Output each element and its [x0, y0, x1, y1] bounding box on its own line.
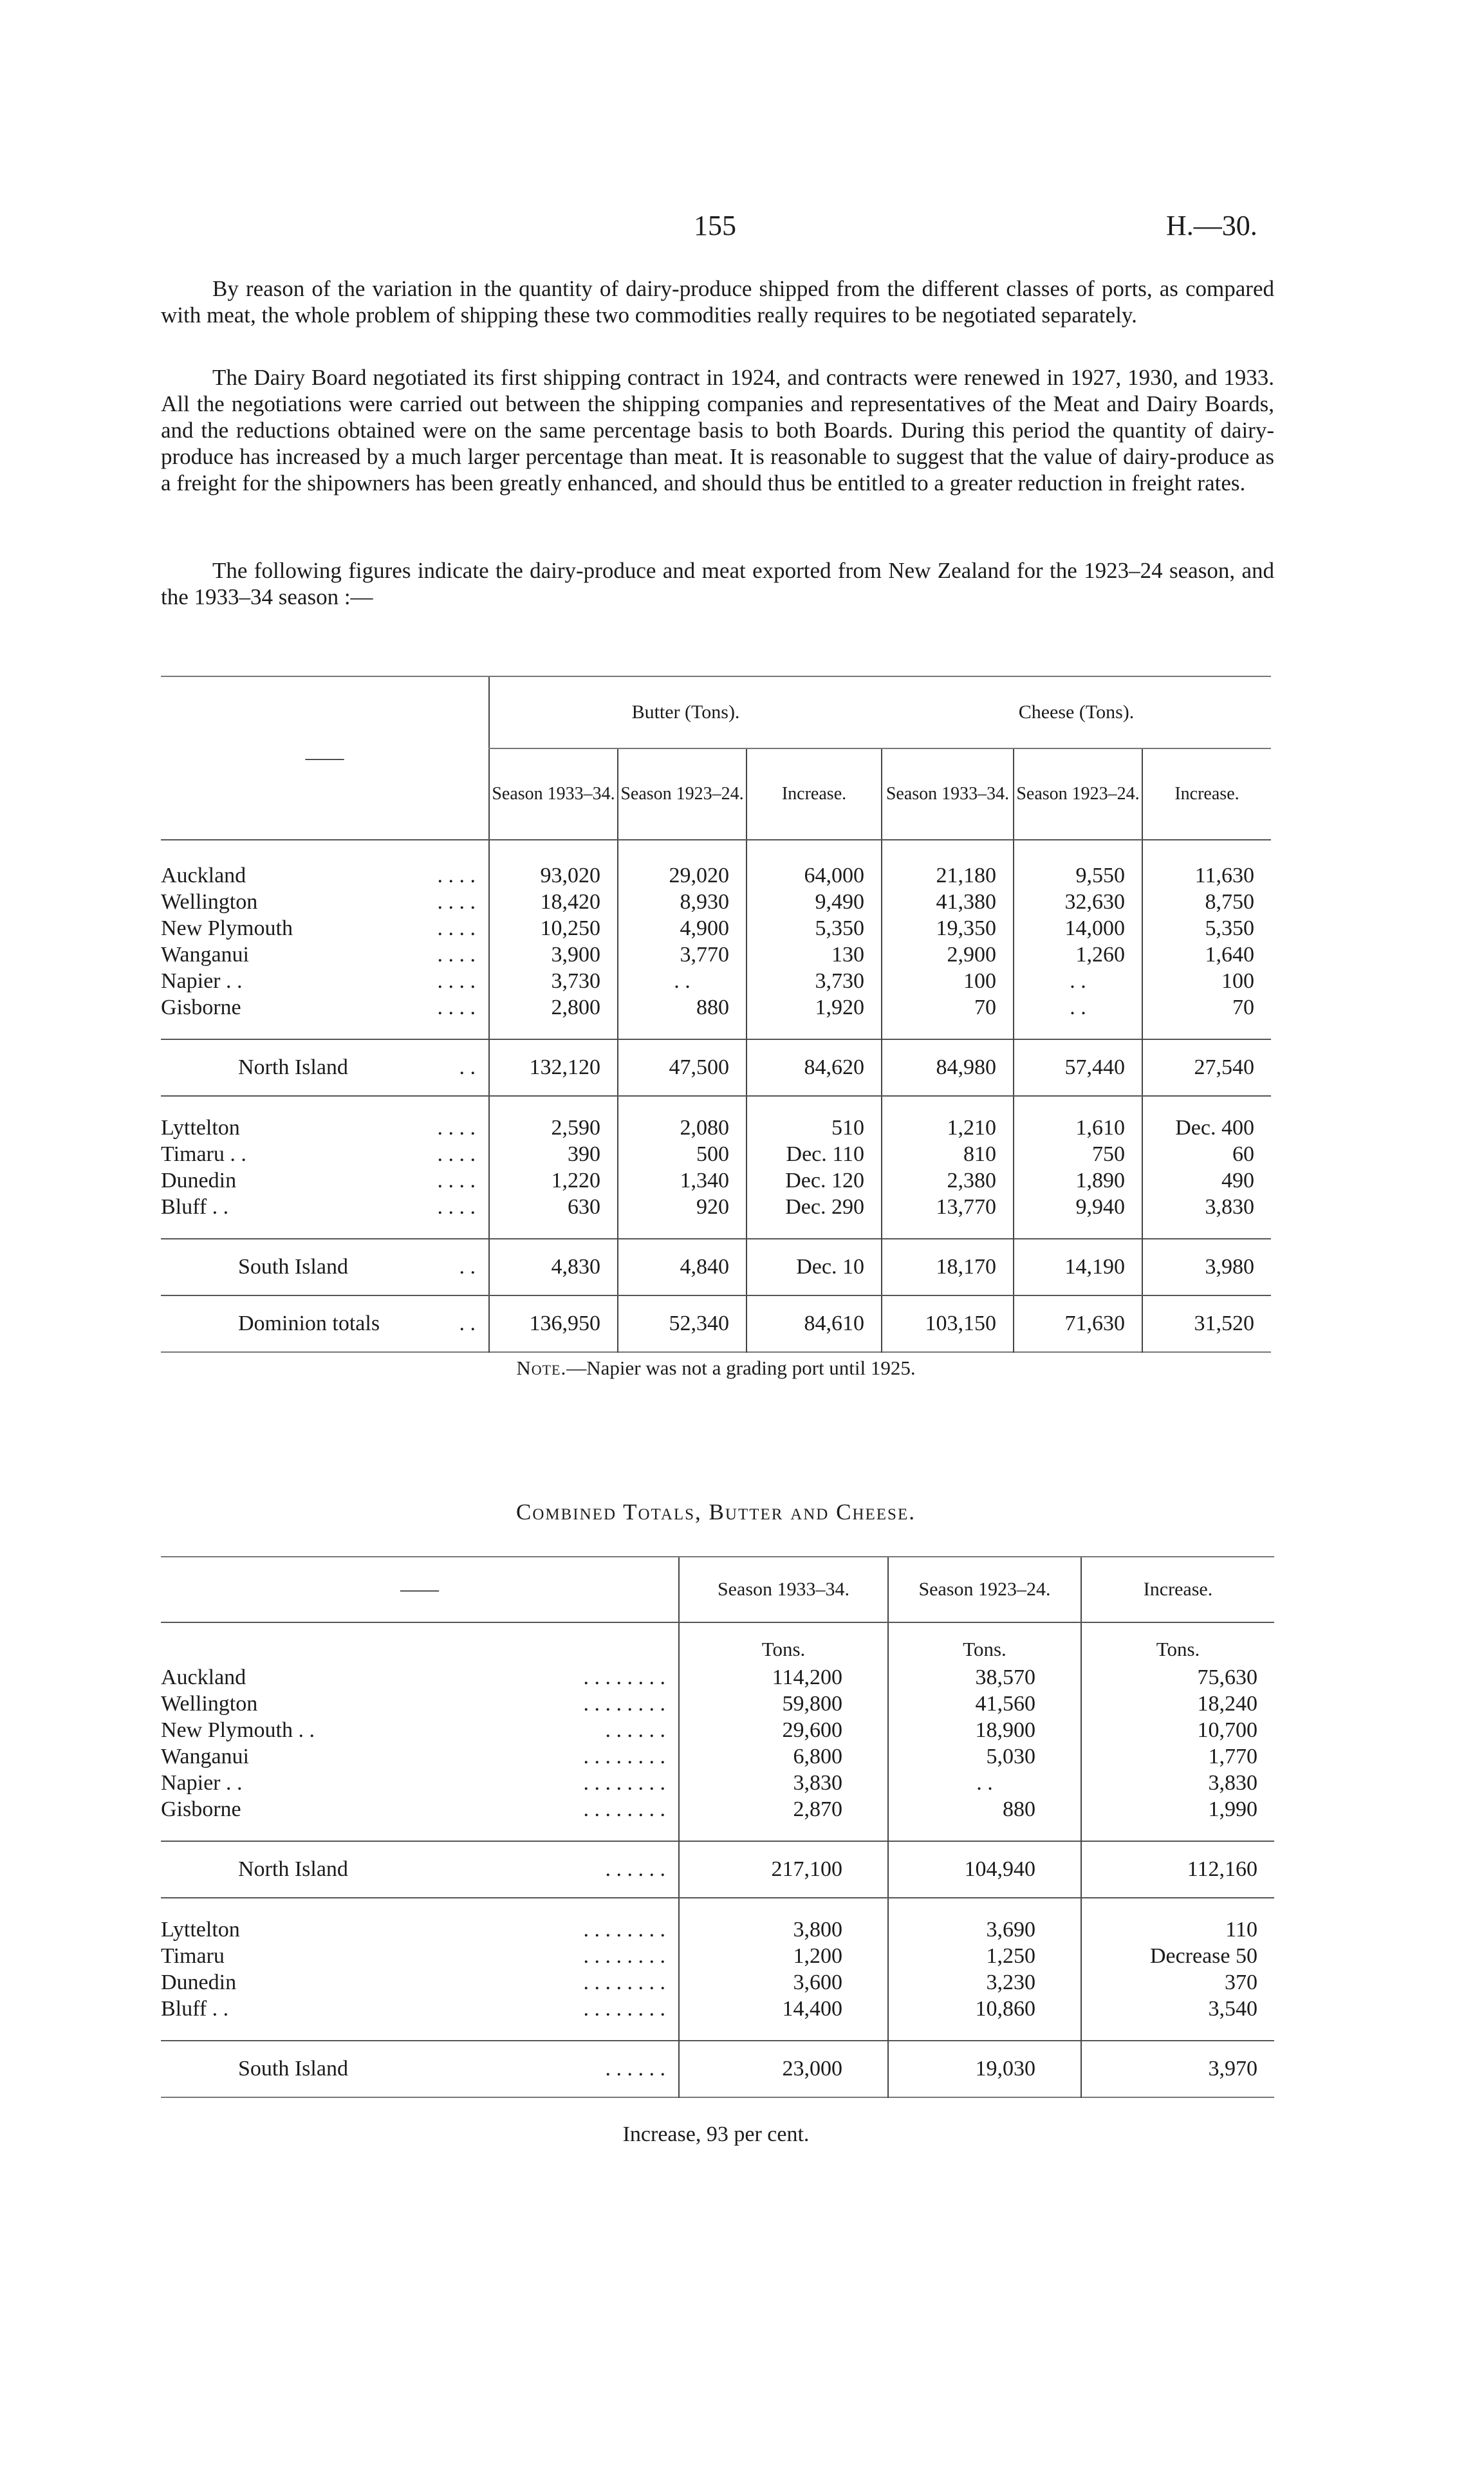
combined-totals-title: Combined Totals, Butter and Cheese. [516, 1499, 916, 1525]
season-1923-header: Season 1923–24. [888, 1557, 1081, 1622]
cheese-season-1923-header: Season 1923–24. [1014, 748, 1142, 840]
table-row: Bluff . . . . . . 630 920 Dec. 290 13,770 9,940 3,830 [161, 1194, 1271, 1220]
table-row: Auckland . . . . . . . . 114,200 38,570 75,630 [161, 1664, 1274, 1691]
butter-cheese-table [161, 676, 1271, 1353]
paragraph-figures: The following figures indicate the dairy-produce and meat exported from New Zealand for the 1923–24 season, and the 1933–34 season :— [161, 558, 1274, 609]
port-name: Lyttelton [161, 1116, 240, 1140]
napier-note [161, 1357, 1271, 1380]
port-name: Timaru . . [161, 1142, 246, 1166]
port-name: Timaru [161, 1944, 225, 1968]
table-row: New Plymouth . . . . . . . . 29,600 18,900 10,700 [161, 1717, 1274, 1743]
unit-label: Tons. [1081, 1622, 1274, 1664]
north-island-total-row: North Island . . 132,120 47,500 84,620 84,980 57,440 27,540 [161, 1039, 1271, 1096]
table-row: New Plymouth . . . . 10,250 4,900 5,350 19,350 14,000 5,350 [161, 915, 1271, 942]
table-row: Napier . . . . . . . . . . 3,830 . . 3,830 [161, 1770, 1274, 1796]
port-name: Dunedin [161, 1971, 237, 1994]
season-1933-header: Season 1933–34. [679, 1557, 888, 1622]
port-name: Lyttelton [161, 1918, 240, 1942]
port-name: Wanganui [161, 943, 249, 967]
table-row: Auckland . . . . 93,020 29,020 64,000 21,180 9,550 11,630 [161, 862, 1271, 889]
increase-header: Increase. [1081, 1557, 1274, 1622]
note-lead: Note. [516, 1357, 567, 1379]
table-row: Wanganui . . . . . . . . 6,800 5,030 1,770 [161, 1743, 1274, 1770]
port-name: Gisborne [161, 1797, 241, 1821]
port-name: Wellington [161, 1692, 258, 1716]
port-name: New Plymouth [161, 916, 293, 940]
south-island-total-row: South Island . . . . . . 23,000 19,030 3,970 [161, 2041, 1274, 2097]
butter-increase-header: Increase. [747, 748, 882, 840]
combined-totals-table [161, 1556, 1274, 2098]
butter-season-1933-header: Season 1933–34. [489, 748, 618, 840]
table-row: Wellington . . . . 18,420 8,930 9,490 41,380 32,630 8,750 [161, 889, 1271, 915]
table-row: Lyttelton . . . . 2,590 2,080 510 1,210 1,610 Dec. 400 [161, 1115, 1271, 1141]
paragraph-negotiations: The Dairy Board negotiated its first shipping contract in 1924, and contracts were renewed in 1927, 1930, and 1933. All the negotiations were carried out between the shipping companies and representatives of the Meat and Dairy Boards, and the reductions obtained were on the same percentage basis to both Boards. During this period the quantity of dairy-produce has increased by a much larger percentage than meat. It is reasonable to suggest that the value of dairy-produce as a freight for the shipowners has been greatly enhanced, and should thus be entitled to a greater reduction in freight rates. [161, 365, 1274, 496]
table-row: Dunedin . . . . . . . . 3,600 3,230 370 [161, 1969, 1274, 1996]
unit-label: Tons. [679, 1622, 888, 1664]
stub-header: —— [161, 1557, 679, 1622]
page-reference: H.—30. [1166, 210, 1257, 241]
note-text: —Napier was not a grading port until 1925. [566, 1357, 916, 1379]
page-number: 155 [694, 210, 736, 241]
table-row: Dunedin . . . . 1,220 1,340 Dec. 120 2,380 1,890 490 [161, 1167, 1271, 1194]
table-row: Wellington . . . . . . . . 59,800 41,560 18,240 [161, 1691, 1274, 1717]
table-row: Wanganui . . . . 3,900 3,770 130 2,900 1,260 1,640 [161, 942, 1271, 968]
cheese-group-header: Cheese (Tons). [882, 677, 1271, 748]
port-name: Napier . . [161, 1771, 243, 1795]
table-row: Timaru . . . . . . . . 1,200 1,250 Decrease 50 [161, 1943, 1274, 1969]
unit-label: Tons. [888, 1622, 1081, 1664]
table-row: Bluff . . . . . . . . . . 14,400 10,860 3,540 [161, 1996, 1274, 2022]
port-name: Wellington [161, 890, 258, 914]
port-name: Gisborne [161, 996, 241, 1019]
port-name: Bluff . . [161, 1195, 229, 1219]
south-island-total-row: South Island . . 4,830 4,840 Dec. 10 18,170 14,190 3,980 [161, 1239, 1271, 1295]
butter-group-header: Butter (Tons). [489, 677, 882, 748]
stub-header: —— [161, 677, 489, 840]
port-name: Bluff . . [161, 1997, 229, 2021]
port-name: Auckland [161, 864, 246, 887]
port-name: Auckland [161, 1665, 246, 1689]
port-name: Dunedin [161, 1169, 237, 1192]
table-row: Gisborne . . . . 2,800 880 1,920 70 . . 70 [161, 994, 1271, 1021]
cheese-increase-header: Increase. [1142, 748, 1271, 840]
north-island-total-row: North Island . . . . . . 217,100 104,940 112,160 [161, 1841, 1274, 1898]
table-row: Napier . . . . . . 3,730 . . 3,730 100 . . 100 [161, 968, 1271, 994]
increase-note: Increase, 93 per cent. [622, 2122, 810, 2146]
table-row: Lyttelton . . . . . . . . 3,800 3,690 110 [161, 1916, 1274, 1943]
port-name: New Plymouth . . [161, 1718, 315, 1742]
port-name: Wanganui [161, 1745, 249, 1768]
cheese-season-1933-header: Season 1933–34. [882, 748, 1014, 840]
table-row: Timaru . . . . . . 390 500 Dec. 110 810 750 60 [161, 1141, 1271, 1167]
port-name: Napier . . [161, 969, 243, 993]
paragraph-intro: By reason of the variation in the quantity of dairy-produce shipped from the different classes of ports, as compared with meat, the whole problem of shipping these two commodities really requires to be negotiated separately. [161, 276, 1274, 328]
table-row: Gisborne . . . . . . . . 2,870 880 1,990 [161, 1796, 1274, 1823]
butter-season-1923-header: Season 1923–24. [618, 748, 747, 840]
dominion-total-row: Dominion totals . . 136,950 52,340 84,610 103,150 71,630 31,520 [161, 1295, 1271, 1352]
